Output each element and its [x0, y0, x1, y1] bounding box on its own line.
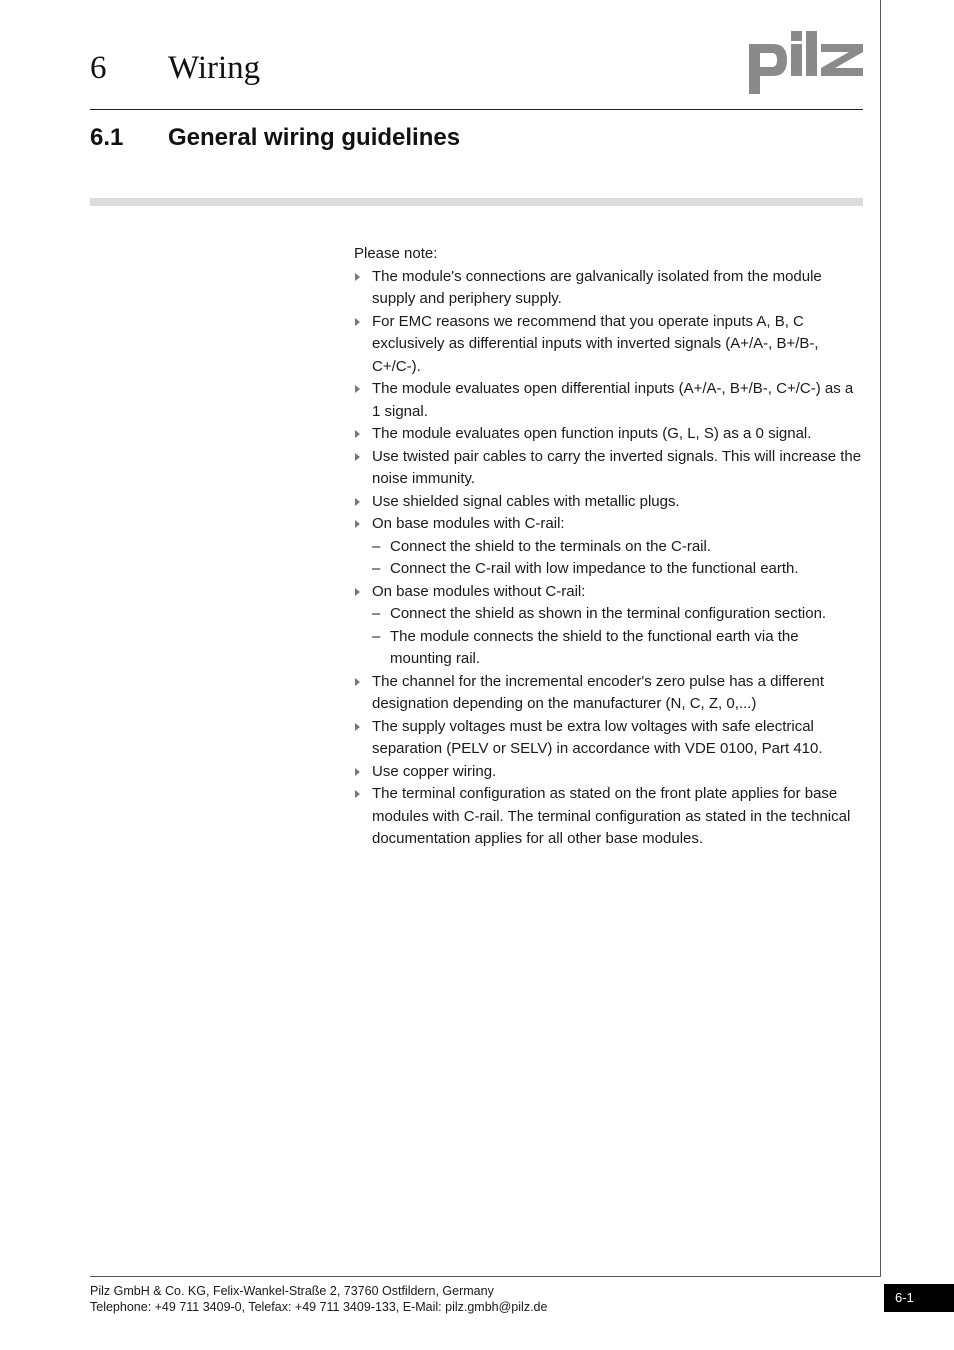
- guideline-item: [354, 581, 864, 604]
- guidelines-content: [354, 243, 864, 851]
- guideline-item: [354, 423, 864, 446]
- footer-contact: Telephone: +49 711 3409-0, Telefax: +49 711 3409-133, E-Mail: pilz.gmbh@pilz.de: [90, 1300, 548, 1314]
- guideline-subitem-text: The module connects the shield to the functional earth via the mounting rail.: [390, 627, 799, 667]
- triangle-bullet-icon: [355, 588, 360, 596]
- guideline-text: The terminal configuration as stated on the front plate applies for base modules with C-rail. The terminal configuration as stated in the technical documentation applies for all other base modules.: [372, 785, 851, 847]
- right-margin-line: [880, 0, 881, 1276]
- guideline-subitem: [354, 626, 864, 671]
- guideline-text: The module evaluates open function inputs (G, L, S) as a 0 signal.: [372, 425, 812, 442]
- dash-bullet-icon: –: [372, 627, 381, 645]
- guideline-text: The module evaluates open differential inputs (A+/A-, B+/B-, C+/C-) as a 1 signal.: [372, 380, 854, 420]
- pilz-logo: [747, 28, 865, 101]
- triangle-bullet-icon: [355, 273, 360, 281]
- dash-bullet-icon: –: [372, 605, 381, 622]
- header-rule: [90, 109, 863, 110]
- guideline-text: Use shielded signal cables with metallic plugs.: [372, 492, 680, 510]
- guideline-text: On base modules with C-rail:: [372, 515, 565, 532]
- guideline-item: [354, 311, 864, 379]
- section-number: 6.1: [90, 124, 124, 151]
- section-divider-bar: [90, 198, 863, 206]
- guideline-subitem-text: Connect the shield as shown in the terminal configuration section.: [390, 605, 827, 622]
- chapter-number: 6: [90, 50, 107, 86]
- triangle-bullet-icon: [355, 385, 360, 393]
- guideline-item: [354, 446, 864, 491]
- guideline-item: [354, 716, 864, 761]
- dash-bullet-icon: –: [372, 560, 381, 577]
- guideline-text: The channel for the incremental encoder's zero pulse has a different designation depending on the manufacturer (N, C, Z, 0,...): [372, 672, 825, 712]
- guideline-subitem-text: Connect the shield to the terminals on the C-rail.: [390, 537, 711, 555]
- footer-address: Pilz GmbH & Co. KG, Felix-Wankel-Straße 2, 73760 Ostfildern, Germany: [90, 1284, 494, 1298]
- triangle-bullet-icon: [355, 430, 360, 438]
- guideline-text: The supply voltages must be extra low voltages with safe electrical separation (PELV or SELV) in accordance with VDE 0100, Part 410.: [372, 717, 823, 757]
- page-number: 6-1: [884, 1284, 954, 1312]
- dash-bullet-icon: –: [372, 537, 381, 555]
- triangle-bullet-icon: [355, 790, 360, 798]
- guideline-item: [354, 378, 864, 423]
- guideline-subitem: [354, 536, 864, 559]
- guideline-item: [354, 513, 864, 536]
- guideline-subitem: [354, 558, 864, 581]
- footer-rule: [90, 1276, 881, 1277]
- guideline-text: On base modules without C-rail:: [372, 582, 586, 600]
- triangle-bullet-icon: [355, 768, 360, 776]
- triangle-bullet-icon: [355, 678, 360, 686]
- triangle-bullet-icon: [355, 453, 360, 461]
- intro-text: Please note:: [354, 245, 438, 262]
- guideline-text: For EMC reasons we recommend that you operate inputs A, B, C exclusively as differential inputs with inverted signals (A+/A-, B+/B-, C+/C-).: [372, 312, 819, 375]
- triangle-bullet-icon: [355, 318, 360, 326]
- guideline-list: [354, 266, 864, 851]
- chapter-title: Wiring: [168, 50, 261, 86]
- guideline-item: [354, 671, 864, 716]
- guideline-subitem: [354, 603, 864, 626]
- guideline-subitem-text: Connect the C-rail with low impedance to the functional earth.: [390, 560, 799, 577]
- guideline-item: [354, 761, 864, 784]
- section-title: General wiring guidelines: [168, 124, 461, 151]
- footer: [90, 1283, 547, 1315]
- guideline-item: [354, 491, 864, 514]
- triangle-bullet-icon: [355, 723, 360, 731]
- triangle-bullet-icon: [355, 520, 360, 528]
- guideline-item: [354, 266, 864, 311]
- guideline-text: Use copper wiring.: [372, 762, 497, 780]
- guideline-item: [354, 783, 864, 851]
- guideline-text: Use twisted pair cables to carry the inverted signals. This will increase the noise immunity.: [372, 447, 862, 487]
- guideline-text: The module's connections are galvanically isolated from the module supply and periphery supply.: [372, 267, 822, 307]
- triangle-bullet-icon: [355, 498, 360, 506]
